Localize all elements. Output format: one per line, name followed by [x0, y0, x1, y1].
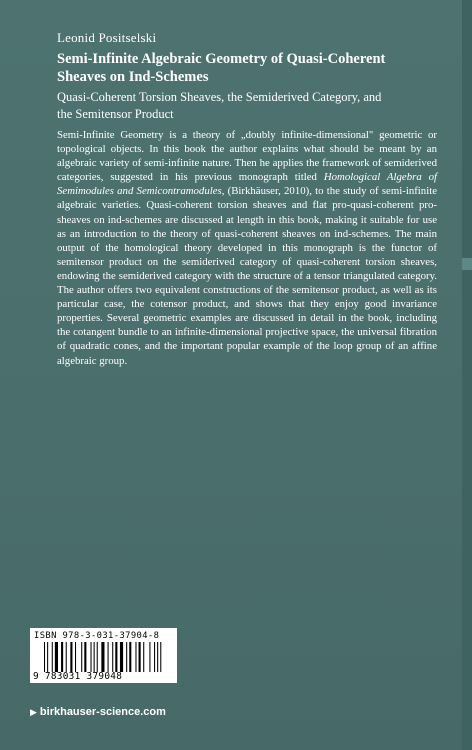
- publisher-website: birkhauser-science.com: [39, 706, 166, 718]
- cited-title: Homological Algebra of Semimodules and Semicontramodules: [57, 171, 438, 198]
- publisher-link[interactable]: [30, 706, 166, 718]
- book-subtitle: Quasi-Coherent Torsion Sheaves, the Semiderived Category, and the Semitensor Product: [57, 90, 382, 121]
- description-text: Semi-Infinite Geometry is a theory of „doubly infinite-dimensional" geometric or topological objects. In this book the author explains what should be meant by an algebraic variety of semi-infinite nature. Then he applies the framework of semiderived categories, suggested in his previous monograph titled: [57, 129, 437, 184]
- isbn-label: ISBN 978-3-031-37904-8: [34, 631, 160, 641]
- book-title: Semi-Infinite Algebraic Geometry of Quasi-Coherent Sheaves on Ind-Schemes: [57, 51, 386, 85]
- barcode-box: [30, 628, 177, 683]
- barcode-digits: 9 783031 379048: [33, 671, 123, 682]
- barcode-bars: [44, 642, 172, 672]
- spine-mark: [462, 258, 472, 270]
- author-name: Leonid Positselski: [57, 30, 157, 45]
- triangle-right-icon: ▶: [30, 706, 37, 717]
- description-text-continued: , (Birkhäuser, 2010), to the study of semi-infinite algebraic varieties. Quasi-coherent torsion sheaves and flat pro-quasi-coherent pro-sheaves on ind-schemes are discussed at length in this book, making it suitable for use as an introduction to the theory of quasi-coherent sheaves on ind-schemes. The main output of the homological theory developed in this monograph is the functor of semitensor product on the semiderived category of quasi-coherent torsion sheaves, endowing the semiderived category with the structure of a tensor triangulated category. The author offers two equivalent constructions of the semitensor product, as well as its particular case, the cotensor product, and shows that they enjoy good invariance properties. Several geometric examples are discussed in detail in the book, including the cotangent bundle to an infinite-dimensional projective space, the universal fibration of quadratic cones, and the important popular example of the loop group of an affine algebraic group.: [57, 185, 438, 367]
- book-description: [57, 128, 437, 368]
- spine-edge: [462, 0, 472, 750]
